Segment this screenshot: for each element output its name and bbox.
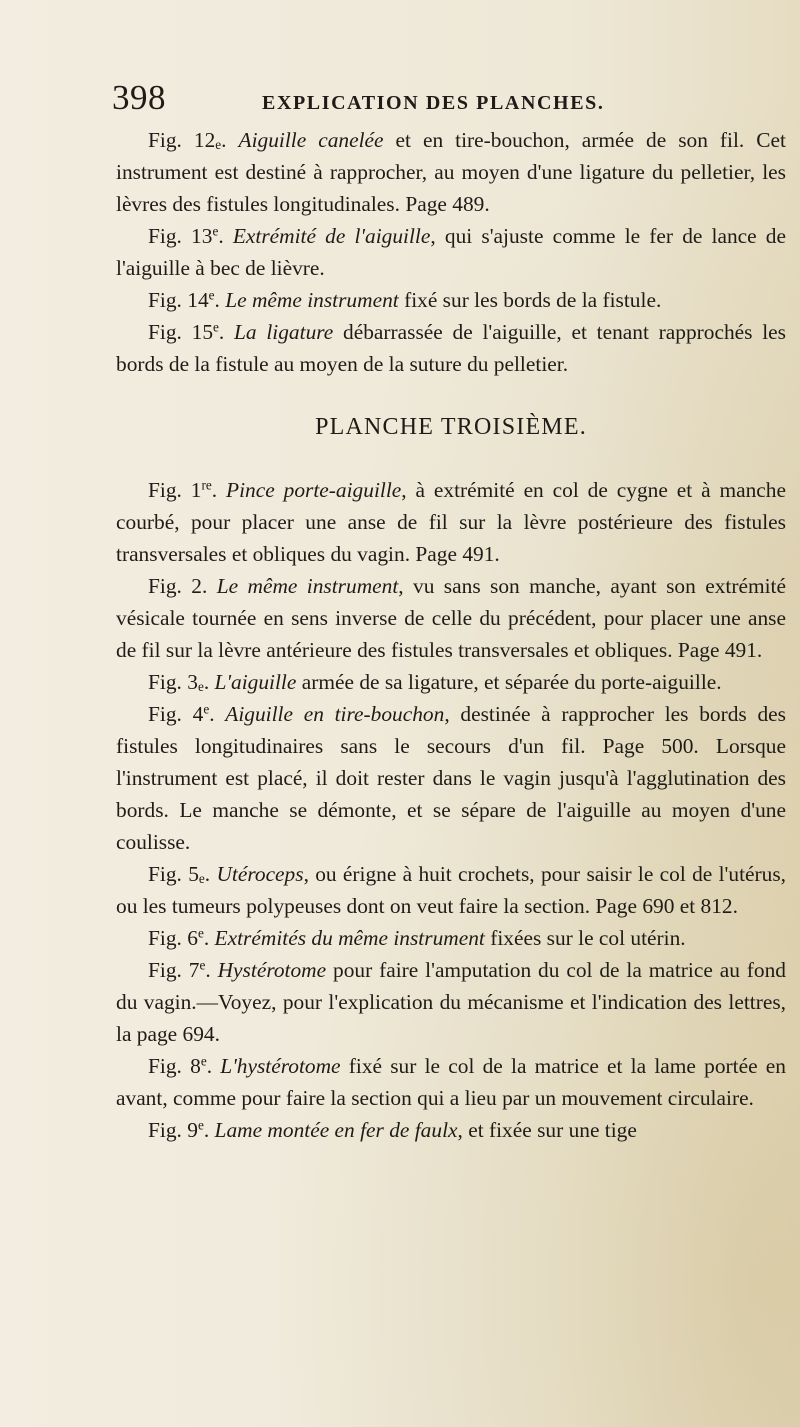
figure-description: , ou érigne à huit crochets, pour saisir le col de l'utérus, ou les tumeurs polypeuses dont on veut faire la section. Page 690 et 812. (116, 862, 786, 918)
figure-term: Extrémité de l'aiguille (232, 224, 431, 248)
figure-number-suffix: e (197, 925, 204, 941)
figure-term: Lame montée en fer de faulx (214, 1118, 458, 1142)
figure-number-suffix: e (208, 287, 215, 303)
figure-description: , et fixée sur une tige (457, 1118, 637, 1142)
figure-label: Fig. (148, 862, 182, 886)
figure-entry: Fig. 15e. La ligature débarrassée de l'aiguille, et tenant rapprochés les bords de la fistule au moyen de la suture du pelletier. (116, 319, 786, 376)
figure-number-suffix: e (212, 223, 219, 239)
figure-entry: Fig. 1re. Pince porte-aiguille, à extrémité en col de cygne et à manche courbé, pour placer une anse de fil sur la lèvre postérieure des fistules transversales et obliques du vagin. Page 491. (116, 477, 786, 566)
figure-term: Extrémités du même instrument (214, 926, 485, 950)
figure-number (190, 1054, 207, 1078)
figure-number (191, 478, 212, 502)
figure-label: Fig. (148, 670, 182, 694)
figure-term: Le même instrument (216, 574, 399, 598)
figure-number-suffix: e (199, 957, 206, 973)
figure-number-suffix: e (213, 319, 219, 335)
figure-number (194, 128, 221, 152)
figure-description: , vu sans son manche, ayant son extrémité vésicale tournée en sens inverse de celle du précédent, pour placer une anse de fil sur la lèvre antérieure des fistules transversales et obliques. Page 491. (116, 574, 786, 662)
figure-number (193, 702, 210, 726)
figure-description: pour faire l'amputation du col de la matrice au fond du vagin.—Voyez, pour l'explication du mécanisme et l'indication des lettres, la page 694. (116, 958, 787, 1046)
running-head (112, 78, 786, 124)
figure-description: , qui s'ajuste comme le fer de lance de l'aiguille à bec de lièvre. (116, 224, 786, 280)
figure-number-value: 13 (191, 224, 213, 248)
figure-number (187, 288, 214, 312)
figure-term: Utéroceps (216, 862, 304, 886)
figure-term: L'hystérotome (220, 1054, 341, 1078)
figure-number-value: 6 (187, 926, 198, 950)
figure-number-value: 9 (187, 1118, 198, 1142)
figure-label: Fig. (148, 320, 182, 344)
figure-description: et en tire-bouchon, armée de son fil. Cet instrument est destiné à rapprocher, au moyen d'une ligature du pelletier, les lèvres des fistules longitudinales. Page 489. (116, 128, 786, 216)
figure-entry: Fig. 8e. L'hystérotome fixé sur le col de la matrice et la lame portée en avant, comme pour faire la section qui a lieu par un mouvement circulaire. (116, 1053, 786, 1110)
figure-number-suffix: e (197, 678, 204, 694)
page-number: 398 (112, 78, 166, 117)
figure-number (191, 574, 207, 598)
figure-number (191, 224, 218, 248)
figure-entry: Fig. 4e. Aiguille en tire-bouchon, destinée à rapprocher les bords des fistules longitudinaires sans le secours d'un fil. Page 500. Lorsque l'instrument est placé, il doit rester dans le vagin jusqu'à l'agglutination des bords. Le manche se démonte, et se sépare de l'aiguille au moyen d'une coulisse. (116, 701, 786, 854)
figure-number (192, 320, 219, 344)
figure-number-value: 7 (188, 958, 200, 982)
figure-entry: Fig. 6e. Extrémités du même instrument fixées sur le col utérin. (148, 925, 686, 950)
figure-number-suffix: e (197, 1117, 204, 1133)
figure-number-suffix: e (200, 1053, 207, 1069)
figure-label: Fig. (148, 958, 182, 982)
figure-description: armée de sa ligature, et séparée du porte-aiguille. (296, 670, 722, 694)
figure-entry: Fig. $12_e$. Aiguille canelée et en tire-bouchon, armée de son fil. Cet instrument est destiné à rapprocher, au moyen d'une ligature du pelletier, les lèvres des fistules longitudinales. Page 489. (116, 128, 786, 216)
figure-description: fixé sur les bords de la fistule. (398, 288, 662, 312)
figure-term: L'aiguille (214, 670, 297, 694)
figure-entry: Fig. 13e. Extrémité de l'aiguille, qui s'ajuste comme le fer de lance de l'aiguille à bec de lièvre. (116, 223, 786, 280)
figure-number-value: 8 (190, 1054, 201, 1078)
figure-description: , destinée à rapprocher les bords des fistules longitudinaires sans le secours d'un fil. Page 500. Lorsque l'instrument est placé, il doit rester dans le vagin jusqu'à l'agglutination des bords. Le manche se démonte, et se sépare de l'aiguille au moyen d'une coulisse. (116, 702, 786, 854)
figure-number-value: 2. (191, 574, 208, 598)
figure-label: Fig. (148, 926, 182, 950)
figure-number-value: 12 (193, 128, 216, 152)
figure-number (187, 926, 204, 950)
figure-term: Aiguille canelée (238, 128, 384, 152)
figure-number-value: 1 (190, 478, 202, 502)
figure-entry (116, 570, 786, 666)
figure-label: Fig. (148, 1054, 182, 1078)
figure-number-suffix: re (201, 477, 212, 493)
figure-description: , à extrémité en col de cygne et à manche courbé, pour placer une anse de fil sur la lèvre postérieure des fistules transversales et obliques du vagin. Page 491. (116, 478, 786, 566)
figure-number-value: 4 (192, 702, 204, 726)
figure-number (189, 958, 206, 982)
figure-entry: Fig. 14e. Le même instrument fixé sur les bords de la fistule. (148, 287, 662, 312)
plate-three-entries (116, 474, 786, 1146)
figure-description: débarrassée de l'aiguille, et tenant rapprochés les bords de la fistule au moyen de la suture du pelletier. (116, 320, 786, 376)
figure-number-value: 5 (188, 862, 199, 886)
page (112, 78, 787, 1146)
figure-term: La ligature (234, 320, 334, 344)
figure-term: Le même instrument (225, 288, 399, 312)
figure-label: Fig. (148, 1118, 182, 1142)
figure-label: Fig. (148, 702, 182, 726)
figure-term: Pince porte-aiguille (226, 478, 402, 502)
figure-number-value: 3 (187, 670, 198, 694)
figure-number-suffix: e (198, 870, 205, 886)
figure-number-value: 14 (187, 288, 209, 312)
plate-two-entries (116, 124, 786, 380)
figure-number (187, 670, 204, 694)
figure-label: Fig. (148, 128, 182, 152)
plate-heading: PLANCHE TROISIÈME. (315, 414, 587, 440)
figure-number (187, 1118, 204, 1142)
figure-entry: Fig. $3_e$. L'aiguille armée de sa ligature, et séparée du porte-aiguille. (148, 670, 722, 694)
figure-term: Aiguille en tire-bouchon (225, 702, 445, 726)
figure-number-suffix: e (215, 136, 222, 152)
figure-number-value: 15 (191, 320, 214, 344)
running-title: EXPLICATION DES PLANCHES. (262, 92, 605, 114)
figure-entry: Fig. 9e. Lame montée en fer de faulx, et fixée sur une tige (148, 1117, 637, 1142)
body-text (116, 124, 786, 1146)
figure-description: fixé sur le col de la matrice et la lame portée en avant, comme pour faire la section qui a lieu par un mouvement circulaire. (116, 1054, 786, 1110)
figure-number-suffix: e (203, 701, 210, 717)
figure-label: Fig. (148, 478, 182, 502)
figure-description: fixées sur le col utérin. (484, 926, 686, 950)
figure-entry: Fig. 7e. Hystérotome pour faire l'amputation du col de la matrice au fond du vagin.—Voyez, pour l'explication du mécanisme et l'indication des lettres, la page 694. (116, 957, 787, 1046)
figure-entry: Fig. $5_e$. Utéroceps, ou érigne à huit crochets, pour saisir le col de l'utérus, ou les tumeurs polypeuses dont on veut faire la section. Page 690 et 812. (116, 862, 786, 918)
figure-term: Hystérotome (217, 958, 327, 982)
figure-label: Fig. (148, 288, 182, 312)
figure-number (188, 862, 205, 886)
figure-label: Fig. (148, 224, 182, 248)
figure-label: Fig. (148, 574, 182, 598)
